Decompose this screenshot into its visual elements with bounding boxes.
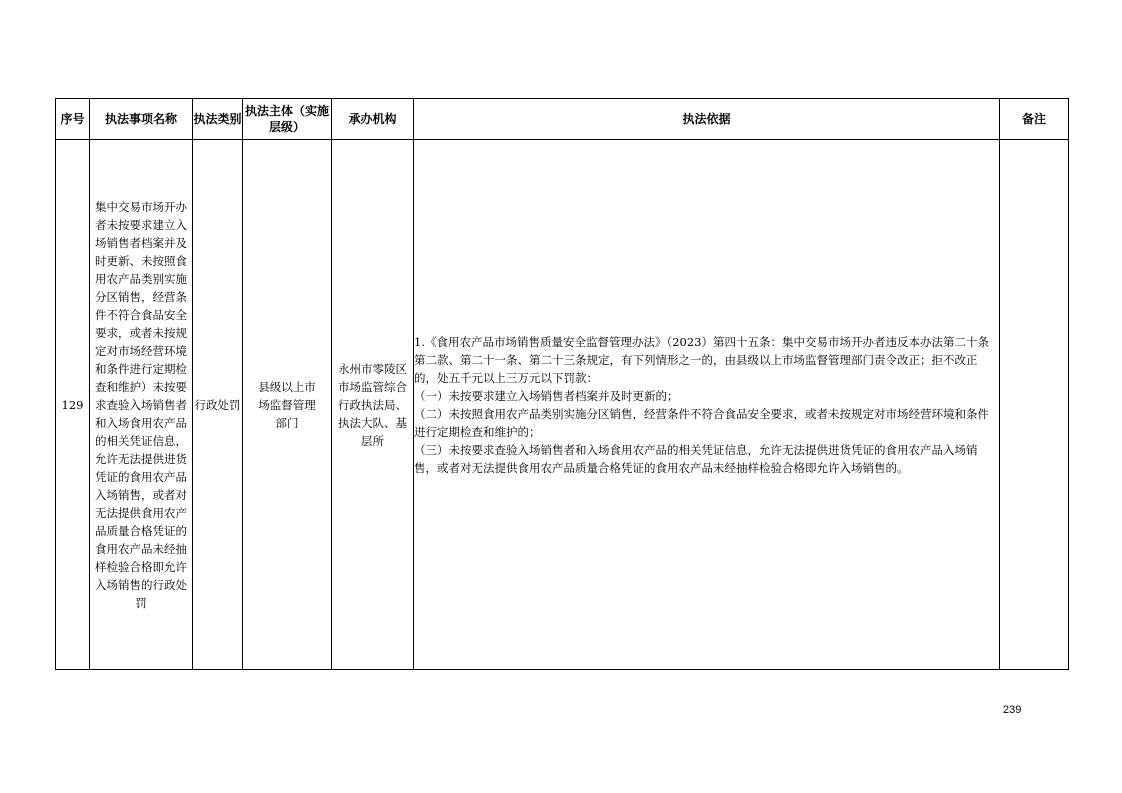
cell-subject: 县级以上市场监督管理部门: [243, 140, 332, 670]
header-row: [56, 99, 1069, 140]
header-basis: 执法依据: [414, 99, 1000, 140]
page-number: 239: [1003, 704, 1022, 716]
basis-line: （一）未按要求建立入场销售者档案并及时更新的；: [414, 388, 679, 403]
header-remarks: 备注: [1000, 99, 1069, 140]
cell-seq: 129: [56, 140, 90, 670]
enforcement-table: [55, 98, 1069, 670]
basis-line: 1.《食用农产品市场销售质量安全监督管理办法》（2023）第四十五条：集中交易市场开办者违反本办法第二十条第二款、第二十一条、第二十三条规定，有下列情形之一的，由县级以上市场监督管理部门责令改正；拒不改正的，处五千元以上三万元以下罚款：: [414, 334, 989, 385]
header-seq: 序号: [56, 99, 90, 140]
cell-remarks: [1000, 140, 1069, 670]
cell-basis: [414, 140, 1000, 670]
basis-line: （二）未按照食用农产品类别实施分区销售，经营条件不符合食品安全要求，或者未按规定对市场经营环境和条件进行定期检查和维护的；: [414, 406, 989, 439]
cell-name: 集中交易市场开办者未按要求建立入场销售者档案并及时更新、未按照食用农产品类别实施分区销售，经营条件不符合食品安全要求，或者未按规定对市场经营环境和条件进行定期检查和维护）未按要求查验入场销售者和入场食用农产品的相关凭证信息，允许无法提供进货凭证的食用农产品入场销售，或者对无法提供食用农产品质量合格凭证的食用农产品未经抽样检验合格即允许入场销售的行政处罚: [90, 140, 193, 670]
header-name: 执法事项名称: [90, 99, 193, 140]
header-agency: 承办机构: [332, 99, 414, 140]
table-row: [56, 140, 1069, 670]
header-category: 执法类别: [193, 99, 243, 140]
header-subject: 执法主体（实施层级）: [243, 99, 332, 140]
cell-agency: 永州市零陵区市场监管综合行政执法局、执法大队、基层所: [332, 140, 414, 670]
basis-line: （三）未按要求查验入场销售者和入场食用农产品的相关凭证信息，允许无法提供进货凭证的食用农产品入场销售，或者对无法提供食用农产品质量合格凭证的食用农产品未经抽样检验合格即允许入场销售的。: [414, 442, 978, 475]
cell-category: 行政处罚: [193, 140, 243, 670]
